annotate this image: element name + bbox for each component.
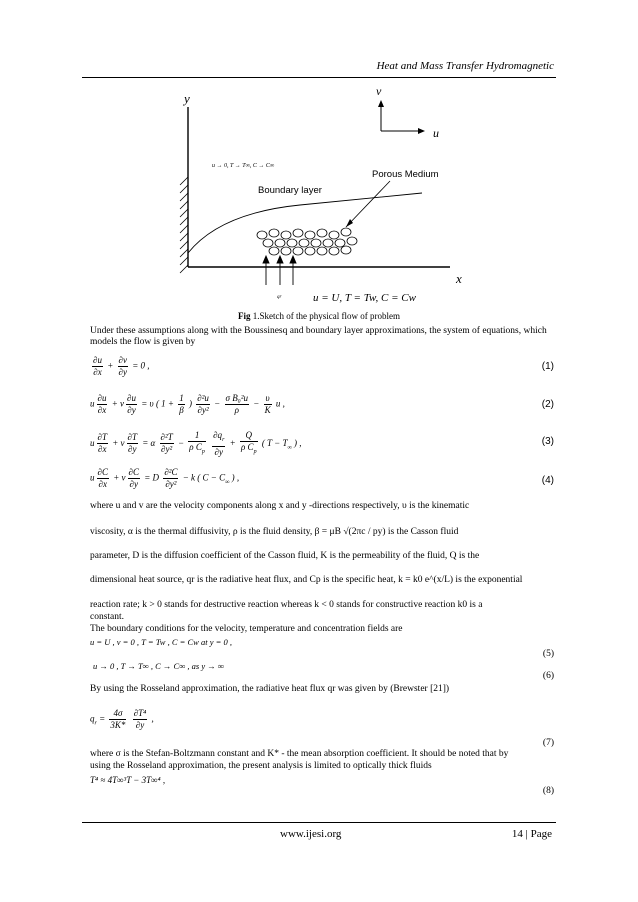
equation-3: u $\frac{\partial T}{\partial x}$ + v $\frac{\partial T}{\partial y}$ = α $\frac{\text{∂²T}}{\text{∂y²}}$ − $\frac{1}{\rho C_p}$ $\frac{\partial q_r}{\partial y}$ + $\frac{Q}{\rho C_p}$ ( $T - T_\infty$ ) , [90,430,302,457]
figure-x-label: x [456,271,462,286]
porous-medium-label: Porous Medium [372,169,439,180]
wall-condition: u = U, T = Tw, C = Cw [313,292,416,304]
figure-caption-prefix: Fig [238,311,251,321]
boundary-layer-label: Boundary layer [258,185,322,196]
wall-hatching [180,177,188,273]
text-where-2: viscosity, α is the thermal diffusivity, ρ is the fluid density, β = μB √(2πc / py) is the Casson fluid [90,527,459,537]
equation-8: T⁴ ≈ 4T∞³T − 3T∞⁴ , [90,775,166,785]
v-arrow-head [378,100,384,107]
far-field-condition: u → 0, T → T∞, C → C∞ [212,163,275,169]
footer-website: www.ijesi.org [280,828,342,840]
boundary-layer-curve [188,193,422,253]
heat-flux-label: qr [277,295,282,300]
figure-caption [0,311,638,321]
equation-2: u $\frac{\partial u}{\partial x}$ + v $\frac{\partial u}{\partial y}$ = υ ( 1 + $\frac{1}{\beta}$ ) $\frac{\text{∂²u}}{\text{∂y²}}$ − $\frac{\text{σ B₀²u}}{\rho}$ − $\frac{\upsilon}{K}$ u , [90,393,285,415]
equation-5-number: (5) [542,649,554,659]
text-where-3: parameter, D is the diffusion coefficient of the Casson fluid, K is the permeability of the fluid, Q is the [90,551,480,561]
equation-8-number: (8) [542,786,554,796]
footer-rule [82,822,556,823]
equation-3-number: (3) [541,436,554,447]
porous-particles [257,228,357,255]
porous-pointer [346,181,390,227]
text-where-6: constant. [90,612,125,622]
figure-caption-text: 1.Sketch of the physical flow of problem [250,311,400,321]
text-where-5: reaction rate; k > 0 stands for destructive reaction whereas k < 0 stands for constructive reaction k0 is a [90,600,483,610]
equation-2-number: (2) [541,399,554,410]
u-arrow-head [418,128,425,134]
intro-paragraph: Under these assumptions along with the Boussinesq and boundary layer approximations, the system of equations, which models the flow is given by [90,326,547,347]
equation-1-number: (1) [541,361,554,372]
equation-1: $\frac{\partial u}{\partial x}$ + $\frac{\partial v}{\partial y}$ = 0 , [93,355,150,377]
equation-7-number: (7) [542,738,554,748]
footer-page-number: 14 | Page [511,828,552,840]
stefan-text-1: where σ is the Stefan-Boltzmann constant and K* - the mean absorption coefficient. It should be noted that by [90,749,509,759]
figure-y-label: y [184,91,190,106]
header-rule [82,77,556,78]
physical-flow-figure [150,85,480,315]
porous-pointer-head [346,219,353,227]
figure-v-label: v [376,85,382,98]
equation-4: u $\frac{\partial C}{\partial x}$ + v $\frac{\partial C}{\partial y}$ = D $\frac{\text{∂²C}}{\text{∂y²}}$ − k ( $C - C_\infty$ ) , [90,467,240,489]
boundary-condition-2: u → 0 , T → T∞ , C → C∞ , as y → ∞ [93,661,224,671]
boundary-condition-1: u = U , v = 0 , T = Tw , C = Cw at y = 0 , [90,637,232,647]
heat-flux-arrows [263,256,296,285]
figure-u-label: u [433,126,439,140]
equation-4-number: (4) [541,475,554,486]
equation-6-number: (6) [542,671,554,681]
equation-7: $q_r$ = $\frac{4\sigma}{3K*}$ $\frac{\text{∂T⁴}}{\partial y}$ , [90,708,154,730]
stefan-text-2: using the Rosseland approximation, the present analysis is limited to optically thick fluids [90,761,432,771]
running-header: Heat and Mass Transfer Hydromagnetic [376,60,554,72]
text-where-1: where u and v are the velocity components along x and y -directions respectively, υ is the kinematic [90,501,470,511]
text-where-4: dimensional heat source, qr is the radiative heat flux, and Cp is the specific heat, k = k0 e^(x/L) is the exponential [90,575,523,585]
boundary-conditions-intro: The boundary conditions for the velocity, temperature and concentration fields are [90,624,403,634]
rosseland-text: By using the Rosseland approximation, the radiative heat flux qr was given by (Brewster [21]) [90,684,450,694]
